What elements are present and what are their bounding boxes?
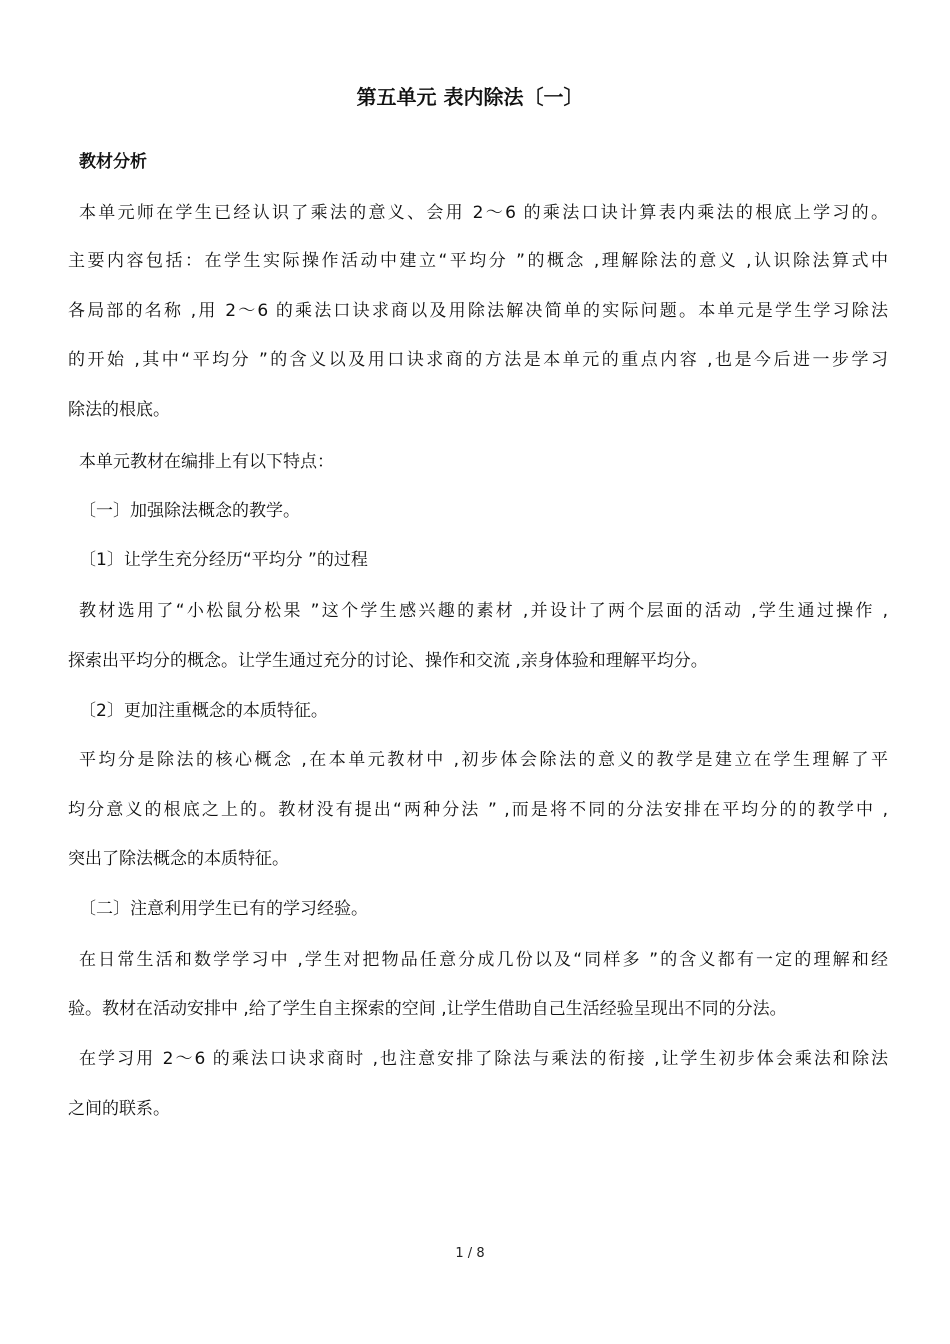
document-title: 第五单元 表内除法〔一〕 bbox=[356, 85, 584, 109]
list-subheading: 〔2〕更加注重概念的本质特征。 bbox=[79, 701, 328, 721]
paragraph-line: 平均分是除法的核心概念 ,在本单元教材中 ,初步体会除法的意义的教学是建立在学生理解了平 bbox=[79, 750, 888, 770]
paragraph-line: 教材选用了“小松鼠分松果 ”这个学生感兴趣的素材 ,并设计了两个层面的活动 ,学生通过操作 , bbox=[79, 601, 888, 621]
paragraph-line: 均分意义的根底之上的。教材没有提出“两种分法 ” ,而是将不同的分法安排在平均分的的教学中 , bbox=[68, 800, 888, 820]
list-subheading: 〔1〕让学生充分经历“平均分 ”的过程 bbox=[79, 550, 368, 570]
paragraph-line: 除法的根底。 bbox=[68, 400, 170, 420]
paragraph-line: 各局部的名称 ,用 2～6 的乘法口诀求商以及用除法解决简单的实际问题。本单元是学生学习除法 bbox=[68, 301, 888, 321]
list-heading: 〔二〕注意利用学生已有的学习经验。 bbox=[79, 899, 368, 919]
paragraph-line: 验。教材在活动安排中 ,给了学生自主探索的空间 ,让学生借助自己生活经验呈现出不同的分法。 bbox=[68, 999, 787, 1019]
paragraph-line: 突出了除法概念的本质特征。 bbox=[68, 849, 289, 869]
page-number: 1 / 8 bbox=[455, 1246, 485, 1261]
section-heading: 教材分析 bbox=[79, 152, 147, 172]
list-heading: 〔一〕加强除法概念的教学。 bbox=[79, 501, 300, 521]
paragraph-line: 主要内容包括：在学生实际操作活动中建立“平均分 ”的概念 ,理解除法的意义 ,认识除法算式中 bbox=[68, 251, 888, 271]
paragraph-line: 本单元师在学生已经认识了乘法的意义、会用 2～6 的乘法口诀计算表内乘法的根底上学习的。 bbox=[79, 203, 888, 223]
paragraph-line: 的开始 ,其中“平均分 ”的含义以及用口诀求商的方法是本单元的重点内容 ,也是今后进一步学习 bbox=[68, 350, 888, 370]
paragraph-line: 探索出平均分的概念。让学生通过充分的讨论、操作和交流 ,亲身体验和理解平均分。 bbox=[68, 651, 708, 671]
paragraph-line: 之间的联系。 bbox=[68, 1099, 170, 1119]
paragraph-line: 本单元教材在编排上有以下特点： bbox=[79, 452, 334, 472]
paragraph-line: 在日常生活和数学学习中 ,学生对把物品任意分成几份以及“同样多 ”的含义都有一定的理解和经 bbox=[79, 950, 888, 970]
paragraph-line: 在学习用 2～6 的乘法口诀求商时 ,也注意安排了除法与乘法的衔接 ,让学生初步体会乘法和除法 bbox=[79, 1049, 888, 1069]
